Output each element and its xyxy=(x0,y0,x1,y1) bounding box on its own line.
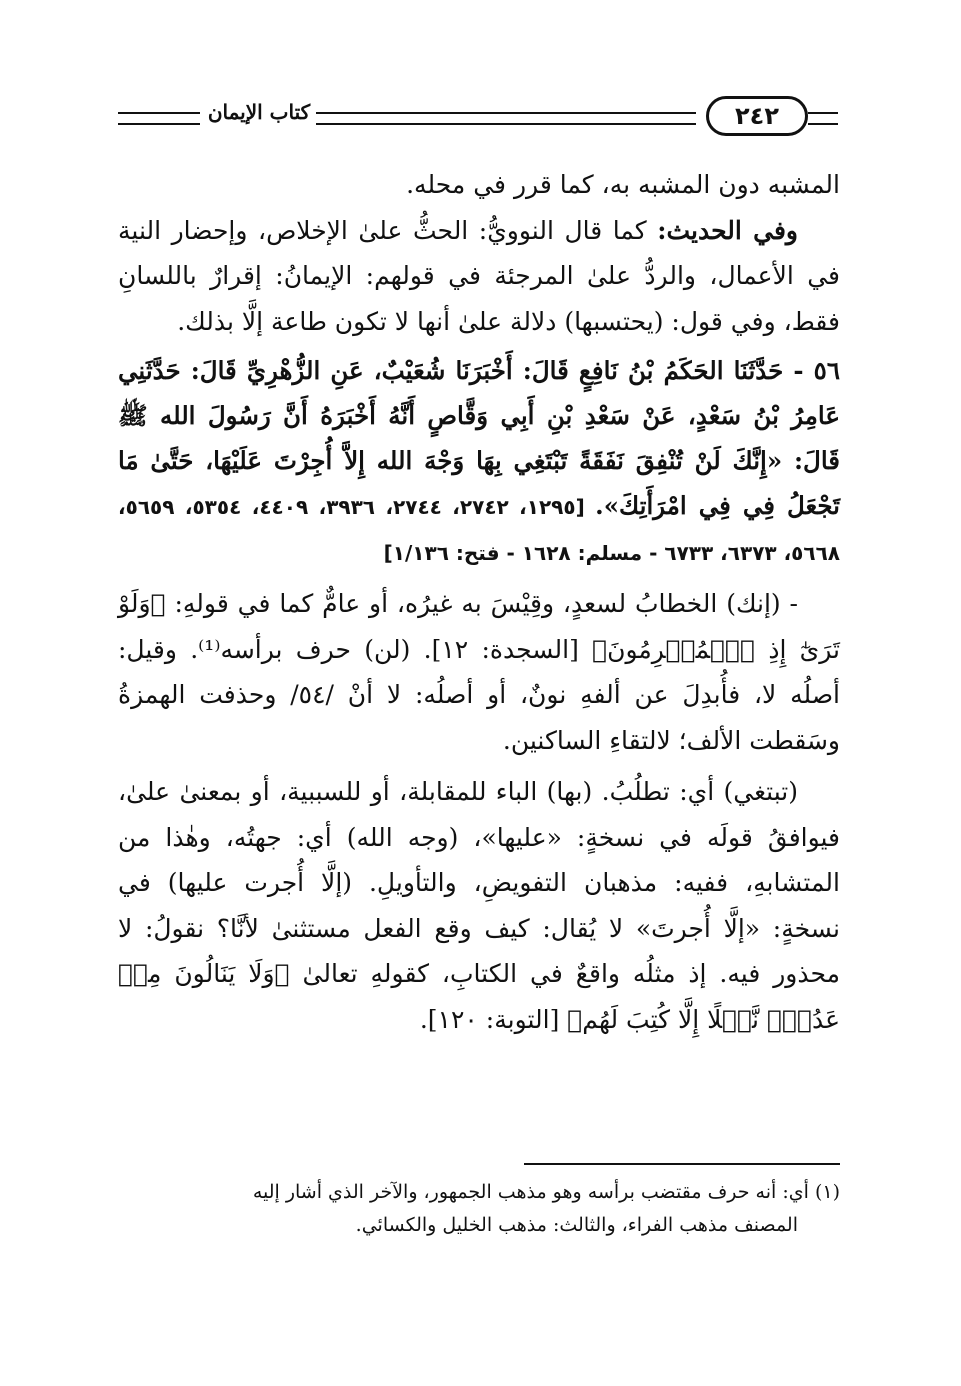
hadith-references: [١٢٩٥، ٢٧٤٢، ٢٧٤٤، ٣٩٣٦، ٤٤٠٩، ٥٣٥٤، ٥٦٥٩، ٥٦٦٨، ٦٣٧٣، ٦٧٣٣ - مسلم: ١٦٢٨ - فتح: ١/١٣٦] xyxy=(118,495,840,565)
running-title: كتاب الإيمان xyxy=(207,100,311,124)
page-header xyxy=(118,94,838,142)
header-rule-left xyxy=(118,112,200,125)
paragraph-hadith-benefits xyxy=(118,208,840,345)
paragraph-lead: وفي الحديث: xyxy=(657,215,798,245)
footnote-divider xyxy=(524,1163,840,1165)
paragraph-text: كما قال النوويُّ: الحثُّ علىٰ الإخلاص، وإحضار النية في الأعمال، والردُّ علىٰ المرجئة في قولهم: الإيمانُ: إقرارٌ باللسانِ فقط، وفي قول: (يحتسبها) دلالة علىٰ أنها لا تكون طاعة إلَّا بذلك. xyxy=(118,215,840,336)
footnote-line: (١) أي: أنه حرف مقتضب برأسه وهو مذهب الجمهور، والآخر الذي أشار إليه xyxy=(252,1181,840,1203)
main-text xyxy=(118,162,840,1042)
footnote-line: المصنف مذهب الفراء، والثالث: مذهب الخليل والكسائي. xyxy=(355,1214,798,1236)
paragraph-commentary-tabtaghi: (تبتغي) أي: تطلُبُ. (بها) الباء للمقابلة، أو للسببية، أو بمعنىٰ علىٰ، فيوافقُ قولَه في نسخةٍ: «عليها»، (وجه الله) أي: جهتُه، وهٰذا من المتشابهِ، ففيه: مذهبان التفويضِ، والتأويلِ. (إلَّا أُجرت عليها) في نسخةٍ: «إلَّا أُجرتَ» لا يُقال: كيف وقع الفعل مستثنىٰ لأنَّا؟ نقولُ: لا محذور فيه. إذ مثلُه واقعٌ في الكتابِ، كقولهِ تعالىٰ ﴿وَلَا يَنَالُونَ مِنۡ عَدُوّٖ نَّيۡلًا إِلَّا كُتِبَ لَهُم﴾ [التوبة: ١٢٠]. xyxy=(118,777,840,1034)
paragraph-continuation: المشبه دون المشبه به، كما قرر في محله. xyxy=(406,170,840,199)
header-rule-right xyxy=(808,112,838,125)
hadith-text: ٥٦ - حَدَّثَنَا الحَكَمُ بْنُ نَافِعٍ قَالَ: أَخْبَرَنَا شُعَيْبٌ، عَنِ الزُّهْرِيِّ قَالَ: حَدَّثَنِي عَامِرُ بْنُ سَعْدٍ، عَنْ سَعْدِ بْنِ أَبِي وَقَّاصٍ أَنَّهُ أَخْبَرَهُ أَنَّ رَسُولَ الله ﷺ قَالَ: «إِنَّكَ لَنْ تُنْفِقَ نَفَقَةً تَبْتَغِي بِهَا وَجْهَ الله إِلاَّ أُجِرْتَ عَلَيْهَا، حَتَّىٰ مَا تَجْعَلُ فِي فِي امْرَأَتِكَ». xyxy=(118,356,840,520)
header-rule-middle xyxy=(316,112,696,125)
footnote xyxy=(118,1176,840,1242)
hadith-56 xyxy=(118,348,840,575)
page-number: ٢٤٢ xyxy=(706,96,808,136)
paragraph-commentary-innaka: - (إنك) الخطابُ لسعدٍ، وقِيْسَ به غيرُه، أو عامٌّ كما في قولهِ: ﴿وَلَوْ تَرَىٰٓ إِذِ ٱلۡمُجۡرِمُونَ﴾ [السجدة: ١٢]. (لن) حرف برأسه⁽¹⁾. وقيل: أصلُه لا، فأُبدِلَ عن ألفهِ نونٌ، أو أصلُه: لا أنْ /٥٤/ وحذفت الهمزةُ وسَقطت الألف؛ لالتقاءِ الساكنين. xyxy=(118,589,840,755)
